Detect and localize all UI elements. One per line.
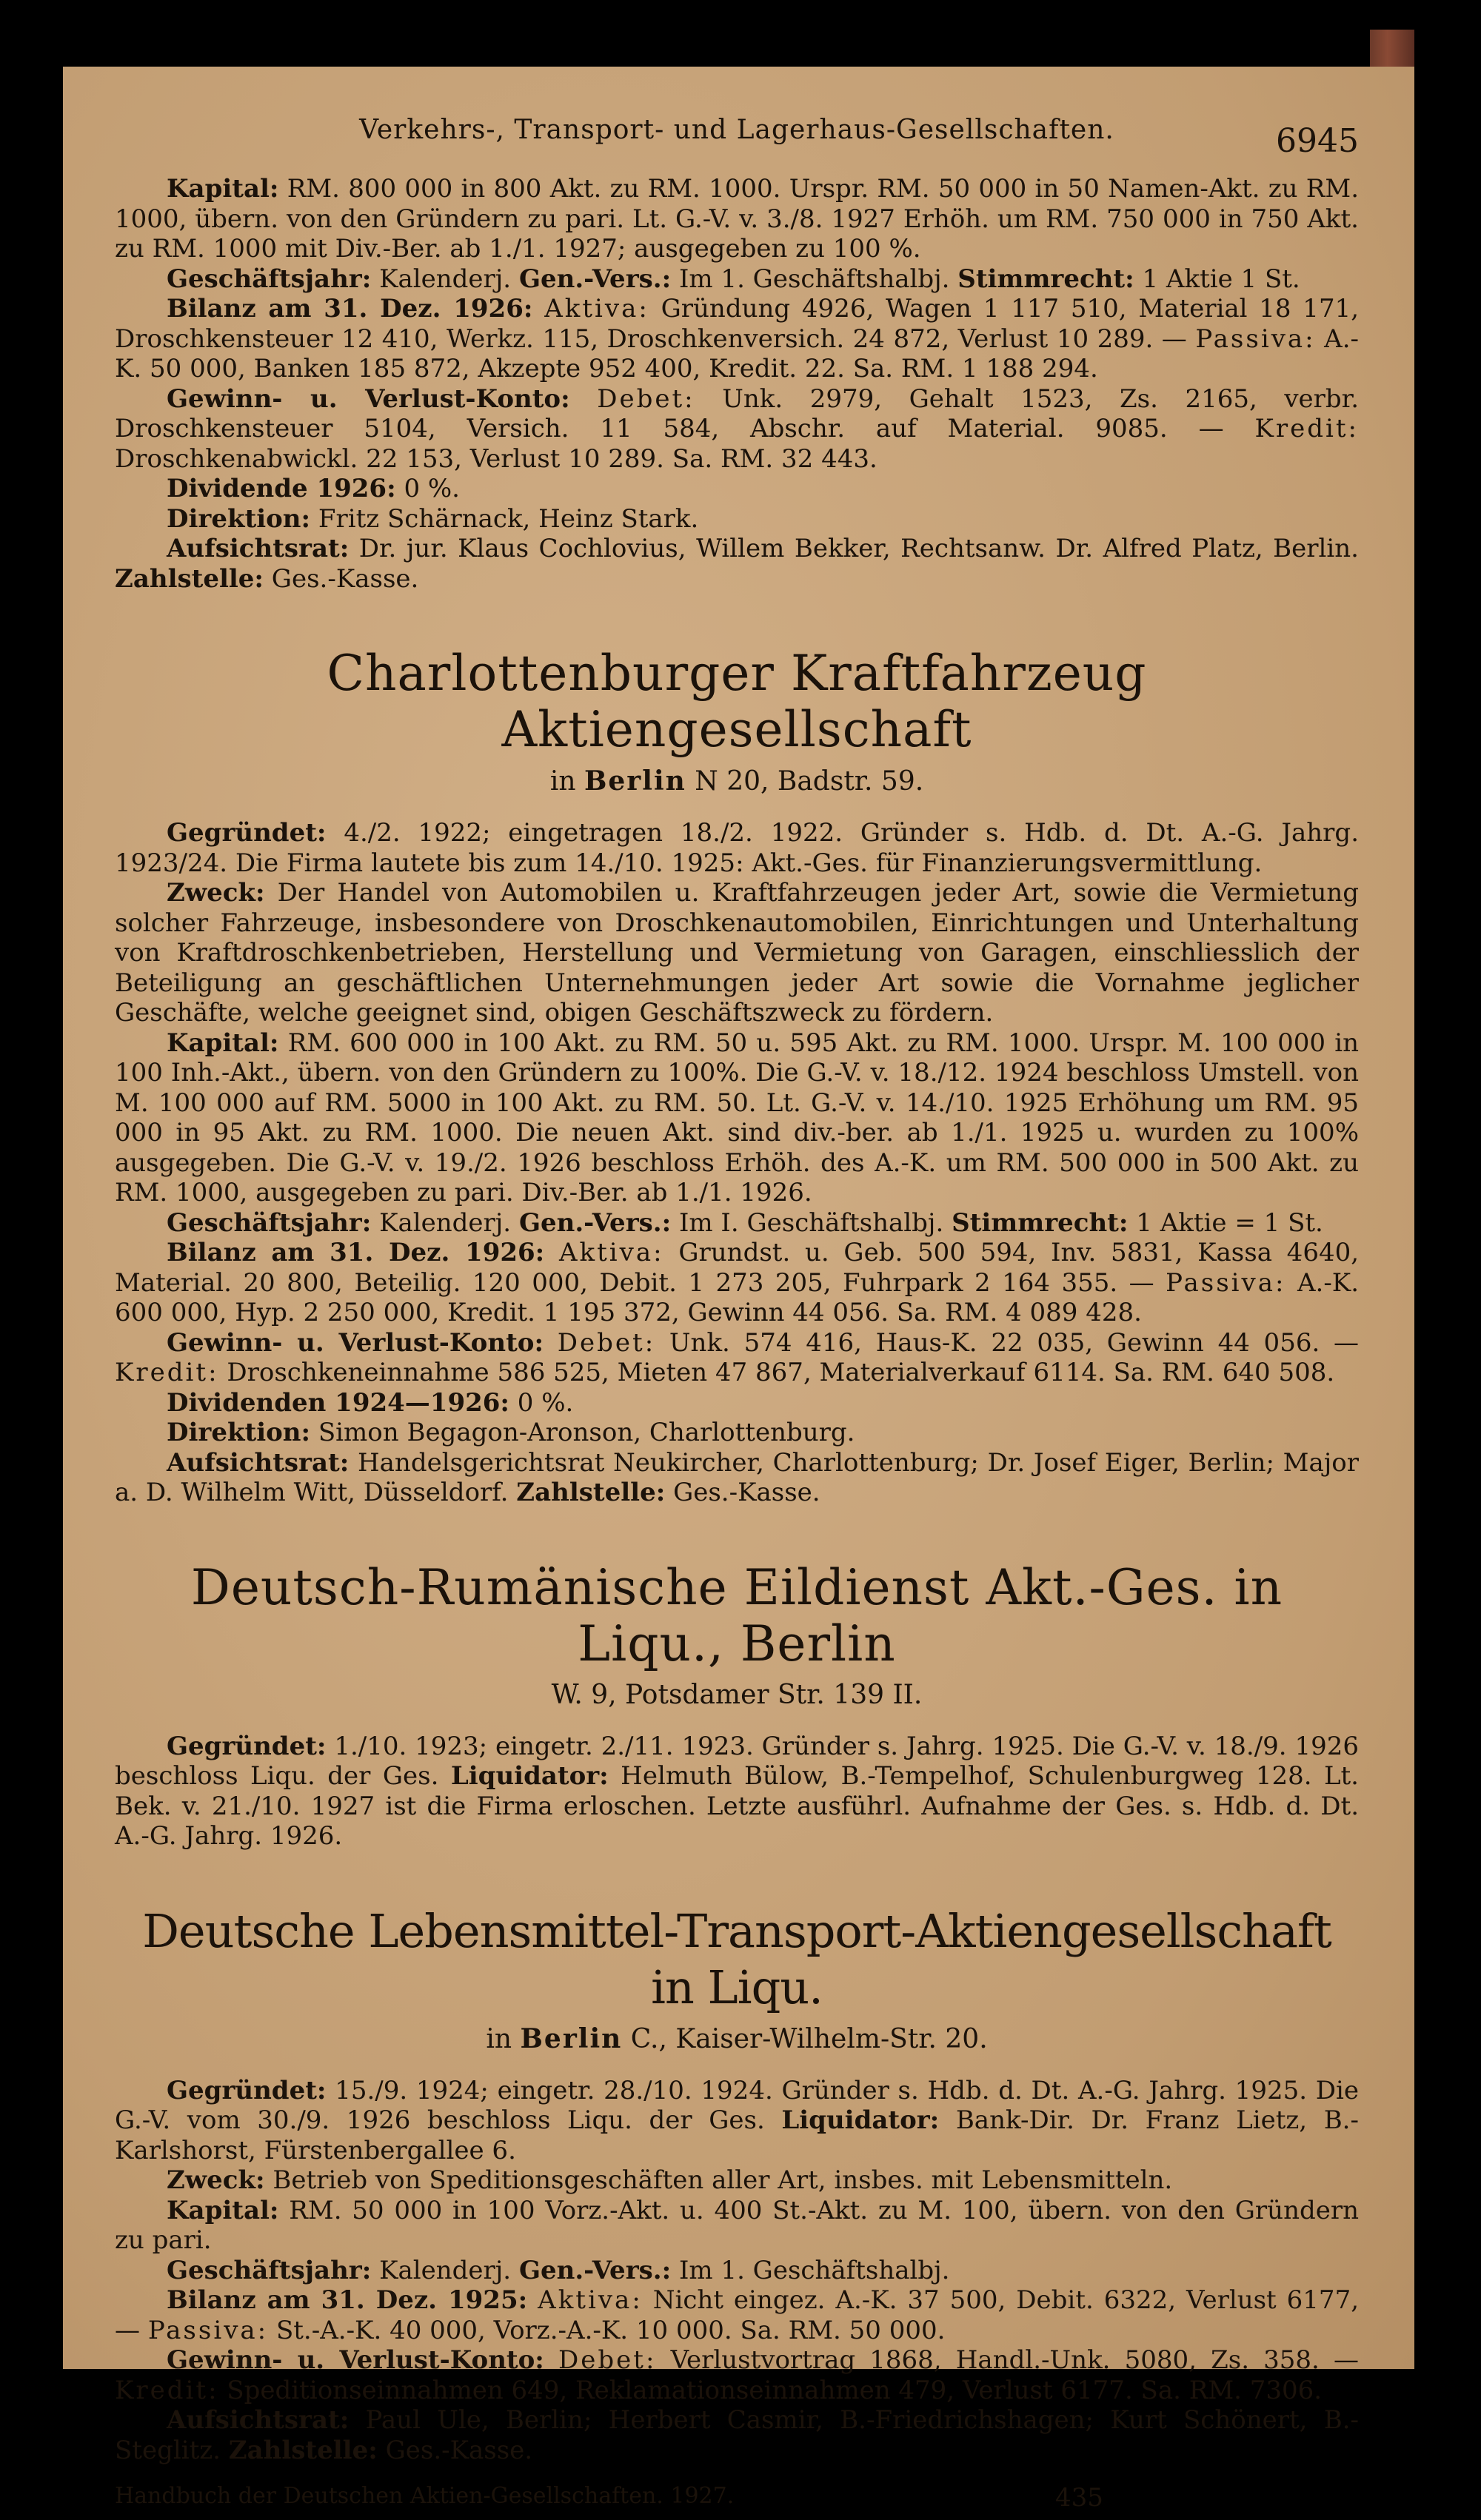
guv-paragraph <box>115 384 1359 475</box>
gegruendet-label: Gegründet: <box>167 2075 327 2105</box>
direktion-paragraph <box>115 1418 1359 1448</box>
gegruendet-text: 15./9. 1924; eingetr. 28./10. 1924. Gründer s. Hdb. d. Dt. A.-G. Jahrg. 1925. Die G.-V. vom 30./9. 1926 beschloss Liqu. der Ges. <box>115 2075 1360 2135</box>
page-footer <box>115 2483 1359 2520</box>
address-city: Berlin <box>584 765 686 797</box>
direktion-text: Simon Begagon-Aronson, Charlottenburg. <box>318 1418 855 1447</box>
dividende-text: 0 %. <box>404 474 460 503</box>
bilanz-label: Bilanz am 31. Dez. 1926: <box>167 1238 545 1267</box>
geschaeftsjahr-text: Kalenderj. <box>379 264 512 294</box>
company-name: Charlottenburger Kraftfahrzeug Aktiengesellschaft <box>327 645 1147 758</box>
geschaeftsjahr-label: Geschäftsjahr: <box>167 264 372 294</box>
guv-paragraph <box>115 2345 1359 2405</box>
company-address <box>115 764 1359 799</box>
debet-label: Debet: <box>557 1327 656 1358</box>
gen-vers-text: Im 1. Geschäftshalbj. <box>678 2255 950 2285</box>
address-street: N 20, Badstr. 59. <box>695 766 924 797</box>
bilanz-text: Gründung 4926, Wagen 1 117 510, Material 18 171, Droschkensteuer 12 410, Werkz. 115, Droschkenversich. 24 872, Verlust 10 289. — <box>115 294 1360 354</box>
kredit-text: Droschkenabwickl. 22 153, Verlust 10 289. Sa. RM. 32 443. <box>115 443 877 474</box>
direktion-paragraph <box>115 504 1359 535</box>
zahlstelle-label: Zahlstelle: <box>228 2435 378 2465</box>
zweck-paragraph <box>115 2165 1359 2196</box>
bilanz-text: Nicht eingez. A.-K. 37 500, Debit. 6322, Verlust 6177, — <box>115 2285 1360 2345</box>
footer-book-title: Handbuch der Deutschen Aktien-Gesellschaften. 1927. <box>115 2483 735 2509</box>
gen-vers-label: Gen.-Vers.: <box>518 264 672 294</box>
address-in: in <box>486 2023 512 2054</box>
direktion-label: Direktion: <box>167 1418 311 1447</box>
dividende-label: Dividende 1926: <box>167 474 396 503</box>
aktiva-label: Aktiva: <box>558 1238 664 1267</box>
geschaeftsjahr-paragraph <box>115 264 1359 295</box>
gegruendet-paragraph <box>115 1732 1359 1852</box>
aufsichtsrat-text: Handelsgerichtsrat Neukircher, Charlottenburg; Dr. Josef Eiger, Berlin; Major a. D. Wilhelm Witt, Düsseldorf. <box>115 1447 1360 1507</box>
zahlstelle-label: Zahlstelle: <box>115 563 264 594</box>
liquidator-label: Liquidator: <box>450 1761 609 1791</box>
kapital-text: RM. 800 000 in 800 Akt. zu RM. 1000. Urspr. RM. 50 000 in 50 Namen-Akt. zu RM. 1000, übern. von den Gründern zu pari. Lt. G.-V. v. 3./8. 1927 Erhöh. um RM. 750 000 in 750 Akt. zu RM. 1000 mit Div.-Ber. ab 1./1. 1927; ausgegeben zu 100 %. <box>115 174 1360 264</box>
kredit-text: Droschkeneinnahme 586 525, Mieten 47 867, Materialverkauf 6114. Sa. RM. 640 508. <box>227 1358 1335 1387</box>
geschaeftsjahr-paragraph <box>115 2256 1359 2286</box>
dividende-paragraph <box>115 1388 1359 1418</box>
dividende-text: 0 %. <box>517 1387 574 1418</box>
address-city: Berlin <box>520 2023 623 2054</box>
liquidator-text: Bank-Dir. Dr. Franz Lietz, B.-Karlshorst, Fürstenbergallee 6. <box>115 2105 1359 2165</box>
direktion-label: Direktion: <box>167 503 311 534</box>
stimmrecht-label: Stimmrecht: <box>952 1207 1129 1238</box>
zahlstelle-text: Ges.-Kasse. <box>271 563 419 594</box>
page-number: 6945 <box>1276 122 1359 160</box>
aufsichtsrat-label: Aufsichtsrat: <box>167 534 350 563</box>
page-header <box>115 85 1359 174</box>
gen-vers-label: Gen.-Vers.: <box>518 2255 672 2285</box>
kredit-label: Kredit: <box>1254 414 1359 443</box>
liquidator-label: Liquidator: <box>781 2105 940 2135</box>
zweck-text: Der Handel von Automobilen u. Kraftfahrzeugen jeder Art, sowie die Vermietung solcher Fahrzeuge, insbesondere von Droschkenautomobilen, Einrichtungen und Unterhaltung von Kraftdroschkenbetrieben, Herstellung und Vermietung von Garagen, einschliesslich der Beteiligung an geschäftlichen Unternehmungen jeder Art sowie die Vornahme jeglicher Geschäfte, welche geeignet sind, obigen Geschäftszweck zu fördern. <box>115 878 1359 1028</box>
geschaeftsjahr-text: Kalenderj. <box>379 1207 512 1238</box>
kapital-text: RM. 50 000 in 100 Vorz.-Akt. u. 400 St.-Akt. zu M. 100, übern. von den Gründern zu pari. <box>115 2195 1360 2255</box>
kapital-paragraph <box>115 1028 1359 1208</box>
stimmrecht-text: 1 Aktie = 1 St. <box>1136 1207 1323 1238</box>
zahlstelle-text: Ges.-Kasse. <box>673 1478 820 1507</box>
address-in: in <box>549 766 576 797</box>
footer-sheet-number: 435 <box>1055 2483 1103 2513</box>
address-street: C., Kaiser-Wilhelm-Str. 20. <box>630 2023 988 2054</box>
geschaeftsjahr-label: Geschäftsjahr: <box>167 1207 372 1238</box>
guv-label: Gewinn- u. Verlust-Konto: <box>167 1327 544 1358</box>
geschaeftsjahr-paragraph <box>115 1208 1359 1239</box>
debet-label: Debet: <box>597 383 695 414</box>
guv-text: Unk. 2979, Gehalt 1523, Zs. 2165, verbr. Droschkensteuer 5104, Versich. 11 584, Abschr. auf Material. 9085. — <box>115 383 1360 443</box>
liquidator-text: Helmuth Bülow, B.-Tempelhof, Schulenburgweg 128. Lt. Bek. v. 21./10. 1927 ist die Firma erloschen. Letzte ausführl. Aufnahme der Ges. s. Hdb. d. Dt. A.-G. Jahrg. 1926. <box>115 1761 1359 1851</box>
aktiva-label: Aktiva: <box>538 2285 643 2315</box>
zweck-label: Zweck: <box>167 2165 265 2195</box>
kredit-label: Kredit: <box>115 1358 219 1387</box>
company-entry <box>115 1903 1359 2466</box>
zweck-text: Betrieb von Speditionsgeschäften aller Art, insbes. mit Lebensmitteln. <box>273 2165 1173 2195</box>
passiva-label: Passiva: <box>1166 1267 1286 1298</box>
direktion-text: Fritz Schärnack, Heinz Stark. <box>318 503 699 534</box>
company-address: W. 9, Potsdamer Str. 139 II. <box>551 1679 923 1710</box>
kapital-text: RM. 600 000 in 100 Akt. zu RM. 50 u. 595 Akt. zu RM. 1000. Urspr. M. 100 000 in 100 Inh.-Akt., übern. von den Gründern zu 100%. Die G.-V. v. 18./12. 1924 beschloss Umstell. von M. 100 000 auf RM. 5000 in 100 Akt. zu RM. 50. Lt. G.-V. v. 14./10. 1925 Erhöhung um RM. 95 000 in 95 Akt. zu RM. 1000. Die neuen Akt. sind div.-ber. ab 1./1. 1925 u. wurden zu 100% ausgegeben. Die G.-V. v. 19./2. 1926 beschloss Erhöh. des A.-K. um RM. 500 000 in 500 Akt. zu RM. 1000, ausgegeben zu pari. Div.-Ber. ab 1./1. 1926. <box>115 1028 1359 1207</box>
guv-paragraph <box>115 1328 1359 1388</box>
company-address <box>115 2022 1359 2057</box>
aufsichtsrat-text: Dr. jur. Klaus Cochlovius, Willem Bekker, Rechtsanw. Dr. Alfred Platz, Berlin. <box>358 534 1359 563</box>
passiva-text: A.-K. 600 000, Hyp. 2 250 000, Kredit. 1 195 372, Gewinn 44 056. Sa. RM. 4 089 428. <box>115 1267 1360 1327</box>
kapital-paragraph <box>115 174 1359 264</box>
gegruendet-paragraph <box>115 818 1359 878</box>
gen-vers-text: Im I. Geschäftshalbj. <box>678 1207 944 1238</box>
stimmrecht-label: Stimmrecht: <box>957 264 1134 294</box>
gegruendet-label: Gegründet: <box>167 1731 327 1761</box>
geschaeftsjahr-text: Kalenderj. <box>379 2255 512 2285</box>
page-content <box>115 85 1359 2520</box>
gegruendet-label: Gegründet: <box>167 818 327 848</box>
aufsichtsrat-paragraph <box>115 2405 1359 2465</box>
gen-vers-text: Im 1. Geschäftshalbj. <box>678 264 950 294</box>
zahlstelle-text: Ges.-Kasse. <box>385 2435 533 2465</box>
book-page <box>63 67 1414 2513</box>
kapital-paragraph <box>115 2196 1359 2256</box>
debet-label: Debet: <box>558 2345 657 2375</box>
kredit-label: Kredit: <box>115 2375 219 2405</box>
stimmrecht-text: 1 Aktie 1 St. <box>1142 264 1300 294</box>
kapital-label: Kapital: <box>167 1028 279 1058</box>
company-name: Deutsch-Rumänische Eildienst Akt.-Ges. in Liqu., Berlin <box>190 1558 1283 1672</box>
passiva-label: Passiva: <box>1195 324 1316 354</box>
guv-text: Unk. 574 416, Haus-K. 22 035, Gewinn 44 056. — <box>669 1327 1359 1358</box>
passiva-text: A.-K. 50 000, Banken 185 872, Akzepte 952 400, Kredit. 22. Sa. RM. 1 188 294. <box>115 324 1359 383</box>
bilanz-paragraph <box>115 1238 1359 1328</box>
zweck-label: Zweck: <box>167 878 265 908</box>
gen-vers-label: Gen.-Vers.: <box>518 1207 672 1238</box>
zahlstelle-label: Zahlstelle: <box>516 1478 666 1507</box>
guv-label: Gewinn- u. Verlust-Konto: <box>167 383 570 414</box>
dividende-paragraph <box>115 474 1359 504</box>
kredit-text: Speditionseinnahmen 649, Reklamationseinnahmen 479, Verlust 6177. Sa. RM. 7306. <box>227 2375 1323 2405</box>
gegruendet-paragraph <box>115 2076 1359 2166</box>
gegruendet-text: 4./2. 1922; eingetragen 18./2. 1922. Gründer s. Hdb. d. Dt. A.-G. Jahrg. 1923/24. Die Firma lautete bis zum 14./10. 1925: Akt.-Ges. für Finanzierungsvermittlung. <box>115 818 1359 878</box>
guv-label: Gewinn- u. Verlust-Konto: <box>167 2345 544 2375</box>
bilanz-label: Bilanz am 31. Dez. 1926: <box>167 294 533 324</box>
kapital-label: Kapital: <box>167 2195 279 2225</box>
aufsichtsrat-paragraph <box>115 1448 1359 1508</box>
running-title: Verkehrs-, Transport- und Lagerhaus-Gesellschaften. <box>359 115 1114 145</box>
bilanz-paragraph <box>115 2285 1359 2345</box>
bilanz-text: Grundst. u. Geb. 500 594, Inv. 5831, Kassa 4640, Material. 20 800, Beteilig. 120 000, Debit. 1 273 205, Fuhrpark 2 164 355. — <box>115 1238 1360 1298</box>
aktiva-label: Aktiva: <box>544 294 649 324</box>
passiva-label: Passiva: <box>147 2315 269 2345</box>
company-name: Deutsche Lebensmittel-Transport-Aktiengesellschaft in Liqu. <box>142 1903 1331 2014</box>
bilanz-label: Bilanz am 31. Dez. 1925: <box>167 2285 528 2315</box>
aufsichtsrat-label: Aufsichtsrat: <box>167 2405 350 2435</box>
kapital-label: Kapital: <box>167 174 279 204</box>
aufsichtsrat-paragraph <box>115 534 1359 594</box>
guv-text: Verlustvortrag 1868, Handl.-Unk. 5080, Zs. 358. — <box>670 2345 1360 2375</box>
company-entry <box>115 646 1359 1508</box>
zweck-paragraph <box>115 878 1359 1028</box>
passiva-text: St.-A.-K. 40 000, Vorz.-A.-K. 10 000. Sa. RM. 50 000. <box>275 2315 946 2345</box>
entry-continued <box>115 174 1359 594</box>
aufsichtsrat-text: Paul Ule, Berlin; Herbert Casmir, B.-Friedrichshagen; Kurt Schönert, B.-Steglitz. <box>115 2405 1360 2465</box>
bilanz-paragraph <box>115 294 1359 384</box>
company-entry <box>115 1560 1359 1852</box>
geschaeftsjahr-label: Geschäftsjahr: <box>167 2255 372 2285</box>
aufsichtsrat-label: Aufsichtsrat: <box>167 1447 350 1478</box>
dividende-label: Dividenden 1924—1926: <box>167 1387 509 1418</box>
gegruendet-text: 1./10. 1923; eingetr. 2./11. 1923. Gründer s. Jahrg. 1925. Die G.-V. v. 18./9. 1926 beschloss Liqu. der Ges. <box>115 1731 1359 1791</box>
